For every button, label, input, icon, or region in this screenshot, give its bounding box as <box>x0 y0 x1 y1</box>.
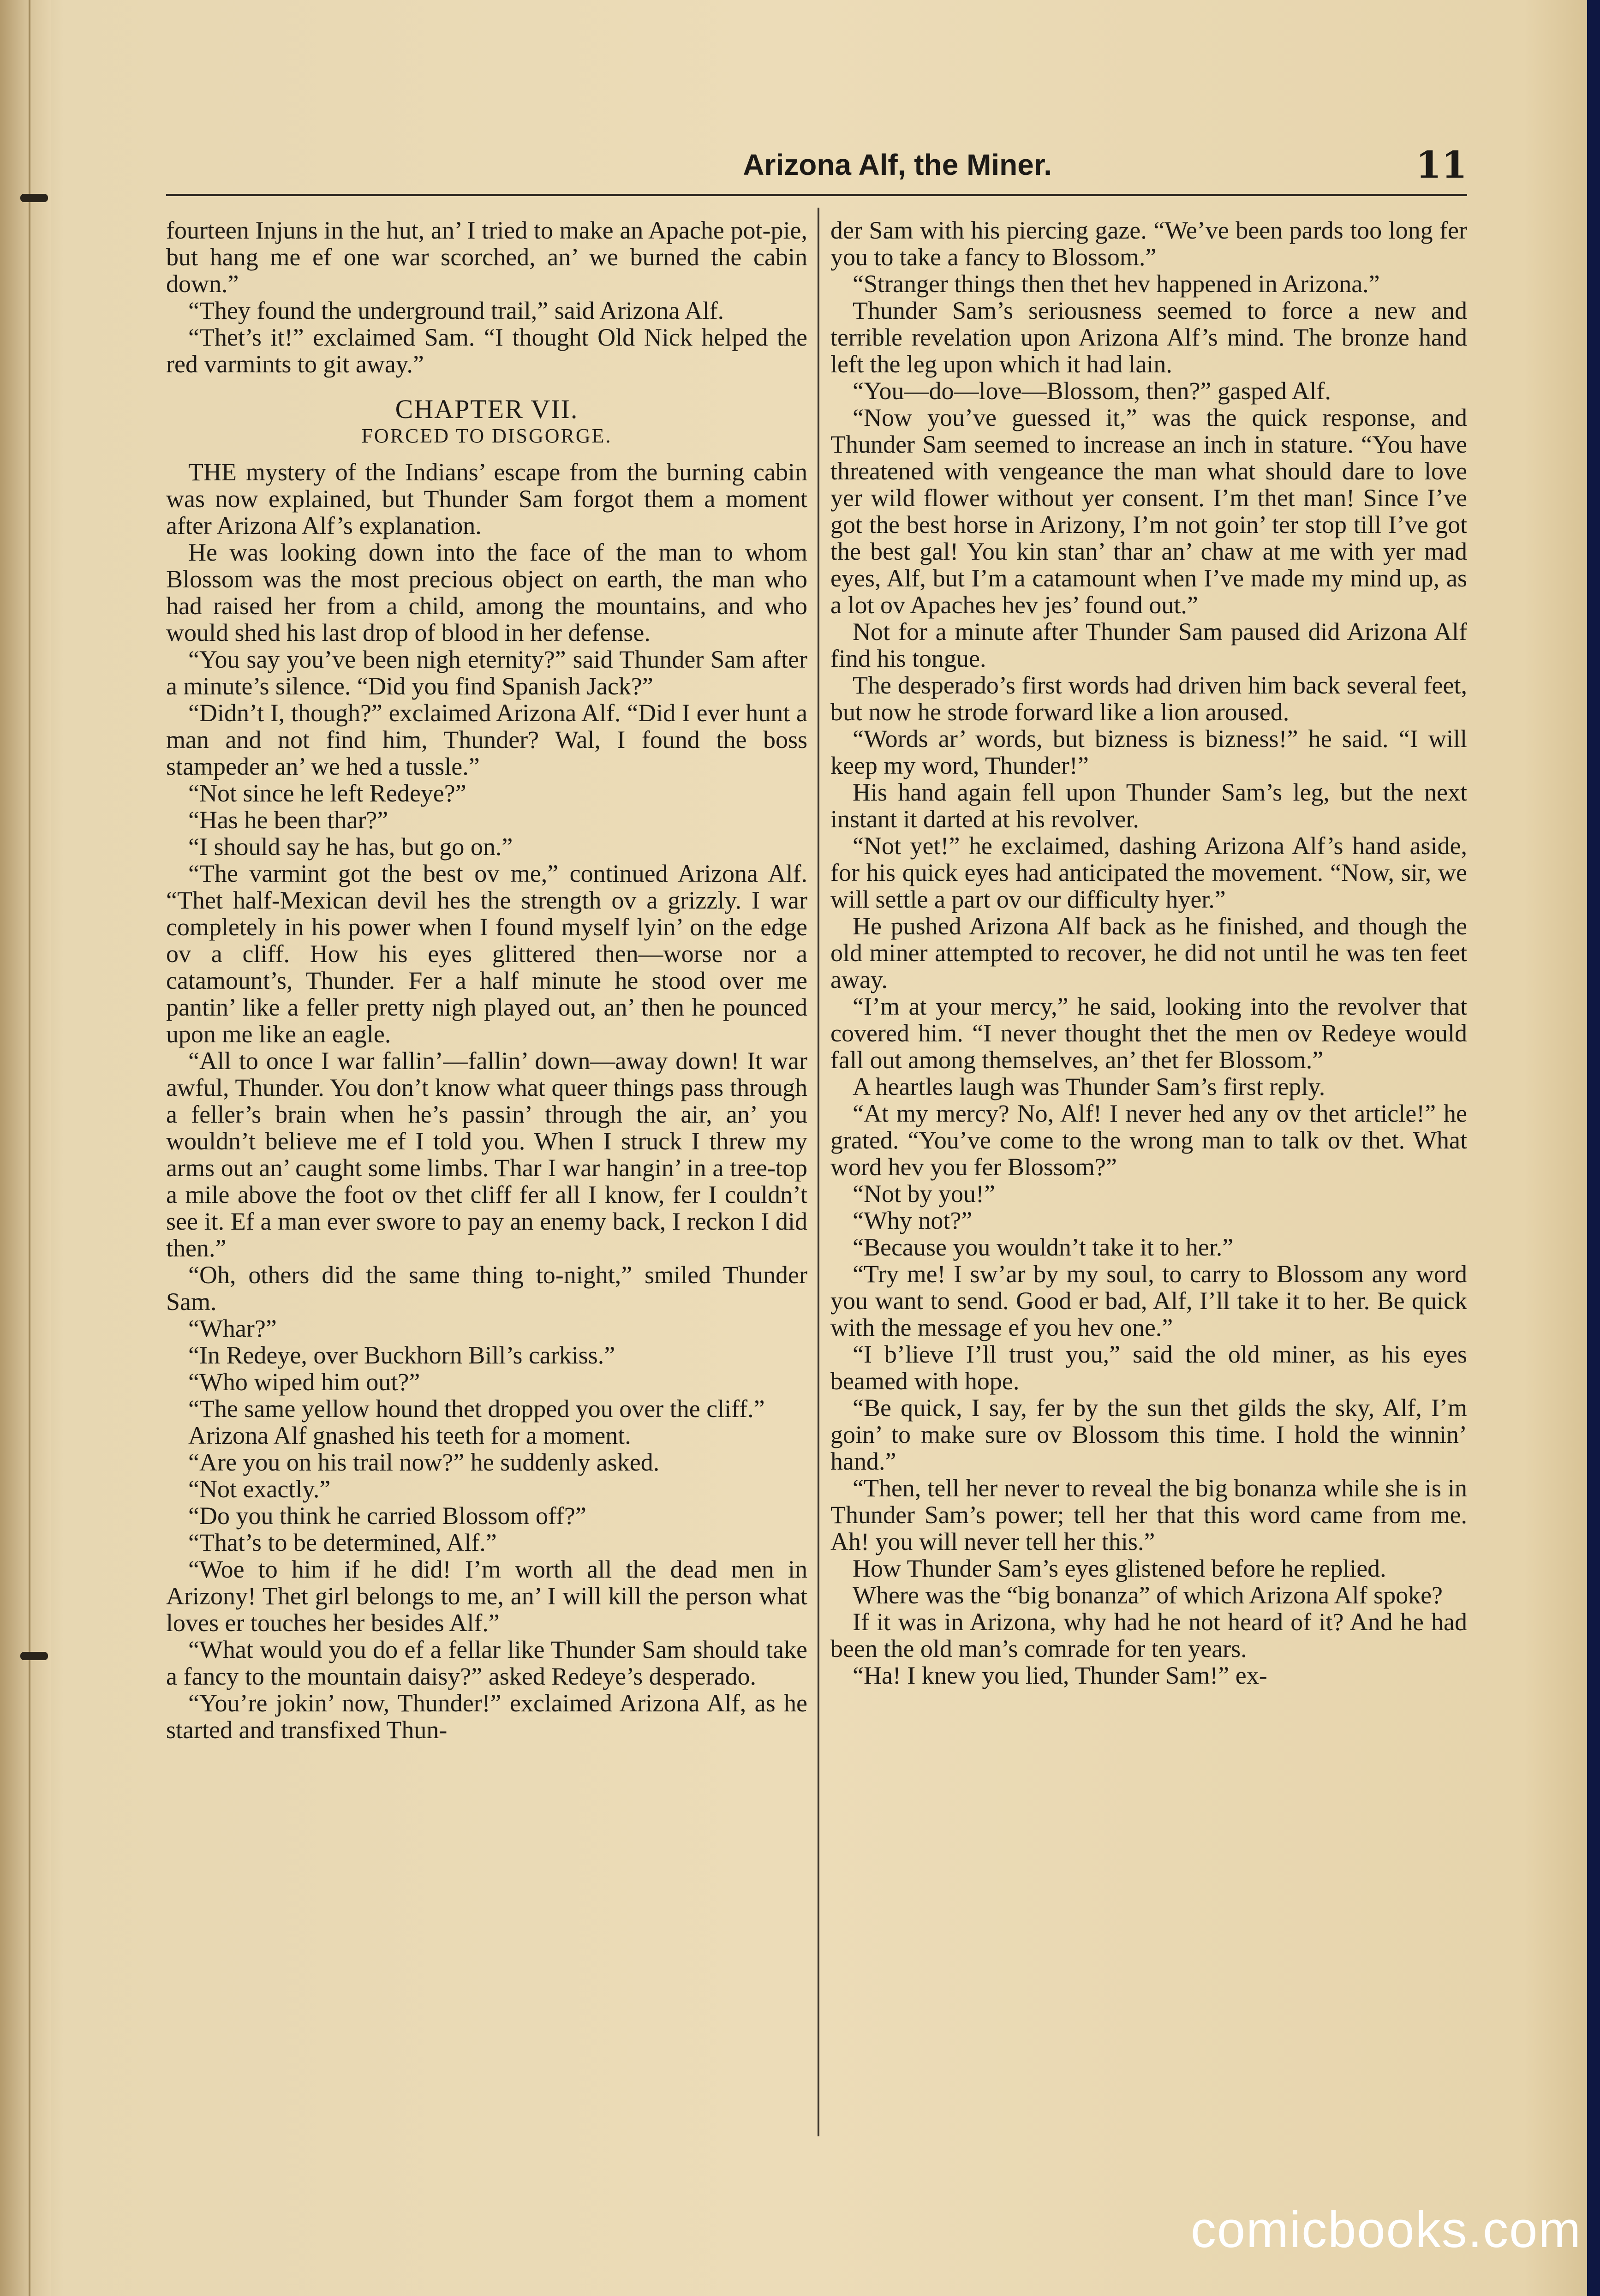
chapter-heading: CHAPTER VII. <box>395 394 579 424</box>
paragraph: “Stranger things then thet hev happened in Arizona.” <box>853 270 1380 298</box>
binding-staple <box>20 1652 48 1660</box>
paragraph: “I’m at your mercy,” he said, looking into the revolver that covered him. “I never thought thet the men ov Redeye would fall out among themselves, an’ thet fer Blossom.” <box>830 993 1467 1074</box>
paragraph: “All to once I war fallin’—fallin’ down—away down! It war awful, Thunder. You don’t know what queer things pass through a feller’s brain when he’s passin’ through the air, an’ you wouldn’t believe me ef I told you. When I struck I threw my arms out an’ caught some limbs. Thar I war hangin’ in a tree-top a mile above the foot ov thet cliff fer all I know, fer I couldn’t see it. Ef a man ever swore to pay an enemy back, I reckon I did then.” <box>166 1047 807 1262</box>
paragraph: “Try me! I sw’ar by my soul, to carry to Blossom any word you want to send. Good er bad, Alf, I’ll take it to her. Be quick with the message ef you hev one.” <box>830 1260 1467 1341</box>
right-column <box>830 217 1467 1689</box>
paragraph: Not for a minute after Thunder Sam paused did Arizona Alf find his tongue. <box>830 618 1467 672</box>
paragraph: “Didn’t I, though?” exclaimed Arizona Alf. “Did I ever hunt a man and not find him, Thunder? Wal, I found the boss stampeder an’ we hed a tussle.” <box>166 699 807 780</box>
paragraph: “You—do—love—Blossom, then?” gasped Alf. <box>853 377 1331 405</box>
paragraph: He pushed Arizona Alf back as he finished, and though the old miner attempted to recover, he did not until he was ten feet away. <box>830 912 1467 993</box>
paragraph: fourteen Injuns in the hut, an’ I tried to make an Apache pot-pie, but hang me ef one war scorched, an’ we burned the cabin down.” <box>166 216 807 298</box>
paragraph: “They found the underground trail,” said Arizona Alf. <box>188 297 724 324</box>
paragraph: “I b’lieve I’ll trust you,” said the old miner, as his eyes beamed with hope. <box>830 1340 1467 1395</box>
paragraph: “Then, tell her never to reveal the big bonanza while she is in Thunder Sam’s power; tell her that this word came from me. Ah! you will never tell her this.” <box>830 1474 1467 1555</box>
site-watermark: comicbooks.com <box>1190 2201 1582 2258</box>
left-column <box>166 217 807 1743</box>
paragraph: “Ha! I knew you lied, Thunder Sam!” ex- <box>853 1662 1267 1689</box>
page-spine <box>0 0 51 2296</box>
paragraph: THE mystery of the Indians’ escape from the burning cabin was now explained, but Thunder Sam forgot them a moment after Arizona Alf’s explanation. <box>166 458 807 539</box>
paragraph: “At my mercy? No, Alf! I never hed any ov thet article!” he grated. “You’ve come to the wrong man to talk ov thet. What word hev you fer Blossom?” <box>830 1100 1467 1181</box>
paragraph: If it was in Arizona, why had he not heard of it? And he had been the old man’s comrade for ten years. <box>830 1608 1467 1662</box>
paragraph: “Be quick, I say, fer by the sun thet gilds the sky, Alf, I’m goin’ to make sure ov Blossom this time. I hold the winnin’ hand.” <box>830 1394 1467 1475</box>
paragraph: “Whar?” <box>188 1315 277 1342</box>
paragraph: How Thunder Sam’s eyes glistened before he replied. <box>853 1555 1386 1582</box>
paragraph: “The varmint got the best ov me,” continued Arizona Alf. “Thet half-Mexican devil hes the strength ov a grizzly. I war completely in his power when I found myself lyin’ on the edge ov a cliff. How his eyes glittered then—worse nor a catamount’s, Thunder. Fer a half minute he stood over me pantin’ like a feller pretty nigh played out, an’ then he pounced upon me like an eagle. <box>166 860 807 1048</box>
chapter-subtitle: FORCED TO DISGORGE. <box>361 425 612 447</box>
column-divider <box>818 208 819 2136</box>
paragraph: “Oh, others did the same thing to-night,” smiled Thunder Sam. <box>166 1261 807 1315</box>
paragraph: Where was the “big bonanza” of which Arizona Alf spoke? <box>853 1581 1443 1609</box>
paragraph: Arizona Alf gnashed his teeth for a moment. <box>188 1422 631 1449</box>
paragraph: “Not yet!” he exclaimed, dashing Arizona Alf’s hand aside, for his quick eyes had anticipated the movement. “Now, sir, we will settle a part ov our difficulty hyer.” <box>830 832 1467 913</box>
paragraph: “Thet’s it!” exclaimed Sam. “I thought Old Nick helped the red varmints to git away.” <box>166 323 807 378</box>
paragraph: der Sam with his piercing gaze. “We’ve been pards too long fer you to take a fancy to Blossom.” <box>830 216 1467 271</box>
paragraph: “I should say he has, but go on.” <box>188 833 513 861</box>
paragraph: “Words ar’ words, but bizness is bizness!” he said. “I will keep my word, Thunder!” <box>830 725 1467 779</box>
paragraph: “Has he been thar?” <box>188 806 388 834</box>
paragraph: “The same yellow hound thet dropped you over the cliff.” <box>188 1395 765 1423</box>
paragraph: “Not since he left Redeye?” <box>188 779 466 807</box>
paragraph: “Who wiped him out?” <box>188 1368 420 1396</box>
paragraph: “What would you do ef a fellar like Thunder Sam should take a fancy to the mountain daisy?” asked Redeye’s desperado. <box>166 1636 807 1690</box>
paragraph: “Because you wouldn’t take it to her.” <box>853 1233 1234 1261</box>
paragraph: “Not exactly.” <box>188 1475 331 1503</box>
paragraph: The desperado’s first words had driven him back several feet, but now he strode forward like a lion aroused. <box>830 671 1467 726</box>
paragraph: “Not by you!” <box>853 1180 995 1208</box>
paragraph: “Are you on his trail now?” he suddenly asked. <box>188 1448 660 1476</box>
binding-staple <box>20 194 48 202</box>
paragraph: “Do you think he carried Blossom off?” <box>188 1502 586 1530</box>
spine-crease <box>29 0 30 2296</box>
running-title: Arizona Alf, the Miner. <box>743 148 1052 181</box>
paragraph: “You say you’ve been nigh eternity?” said Thunder Sam after a minute’s silence. “Did you find Spanish Jack?” <box>166 646 807 700</box>
paragraph: “Now you’ve guessed it,” was the quick response, and Thunder Sam seemed to increase an inch in stature. “You have threatened with vengeance the man what should dare to love yer wild flower without yer consent. I’m thet man! Since I’ve got the best horse in Arizony, I’m not goin’ ter stop till I’ve got the best gal! You kin stan’ thar an’ chaw at me with yer mad eyes, Alf, but I’m a catamount when I’ve made my mind up, as a lot ov Apaches hev jes’ found out.” <box>830 404 1467 619</box>
header-rule <box>166 194 1467 196</box>
page-header <box>166 138 1467 194</box>
paragraph: “Why not?” <box>853 1207 973 1234</box>
paragraph: “In Redeye, over Buckhorn Bill’s carkiss.” <box>188 1341 615 1369</box>
paragraph: “Woe to him if he did! I’m worth all the dead men in Arizony! Thet girl belongs to me, an’ I will kill the person what loves er touches her besides Alf.” <box>166 1555 807 1637</box>
paragraph: He was looking down into the face of the man to whom Blossom was the most precious object on earth, the man who had raised her from a child, among the mountains, and who would shed his last drop of blood in her defense. <box>166 538 807 646</box>
paragraph: Thunder Sam’s seriousness seemed to force a new and terrible revelation upon Arizona Alf’s mind. The bronze hand left the leg upon which it had lain. <box>830 297 1467 378</box>
paragraph: “You’re jokin’ now, Thunder!” exclaimed Arizona Alf, as he started and transfixed Thun- <box>166 1689 807 1744</box>
page-number: 11 <box>1415 143 1467 186</box>
paragraph: “That’s to be determined, Alf.” <box>188 1529 497 1556</box>
paragraph: His hand again fell upon Thunder Sam’s leg, but the next instant it darted at his revolver. <box>830 778 1467 833</box>
paragraph: A heartles laugh was Thunder Sam’s first reply. <box>853 1073 1325 1100</box>
